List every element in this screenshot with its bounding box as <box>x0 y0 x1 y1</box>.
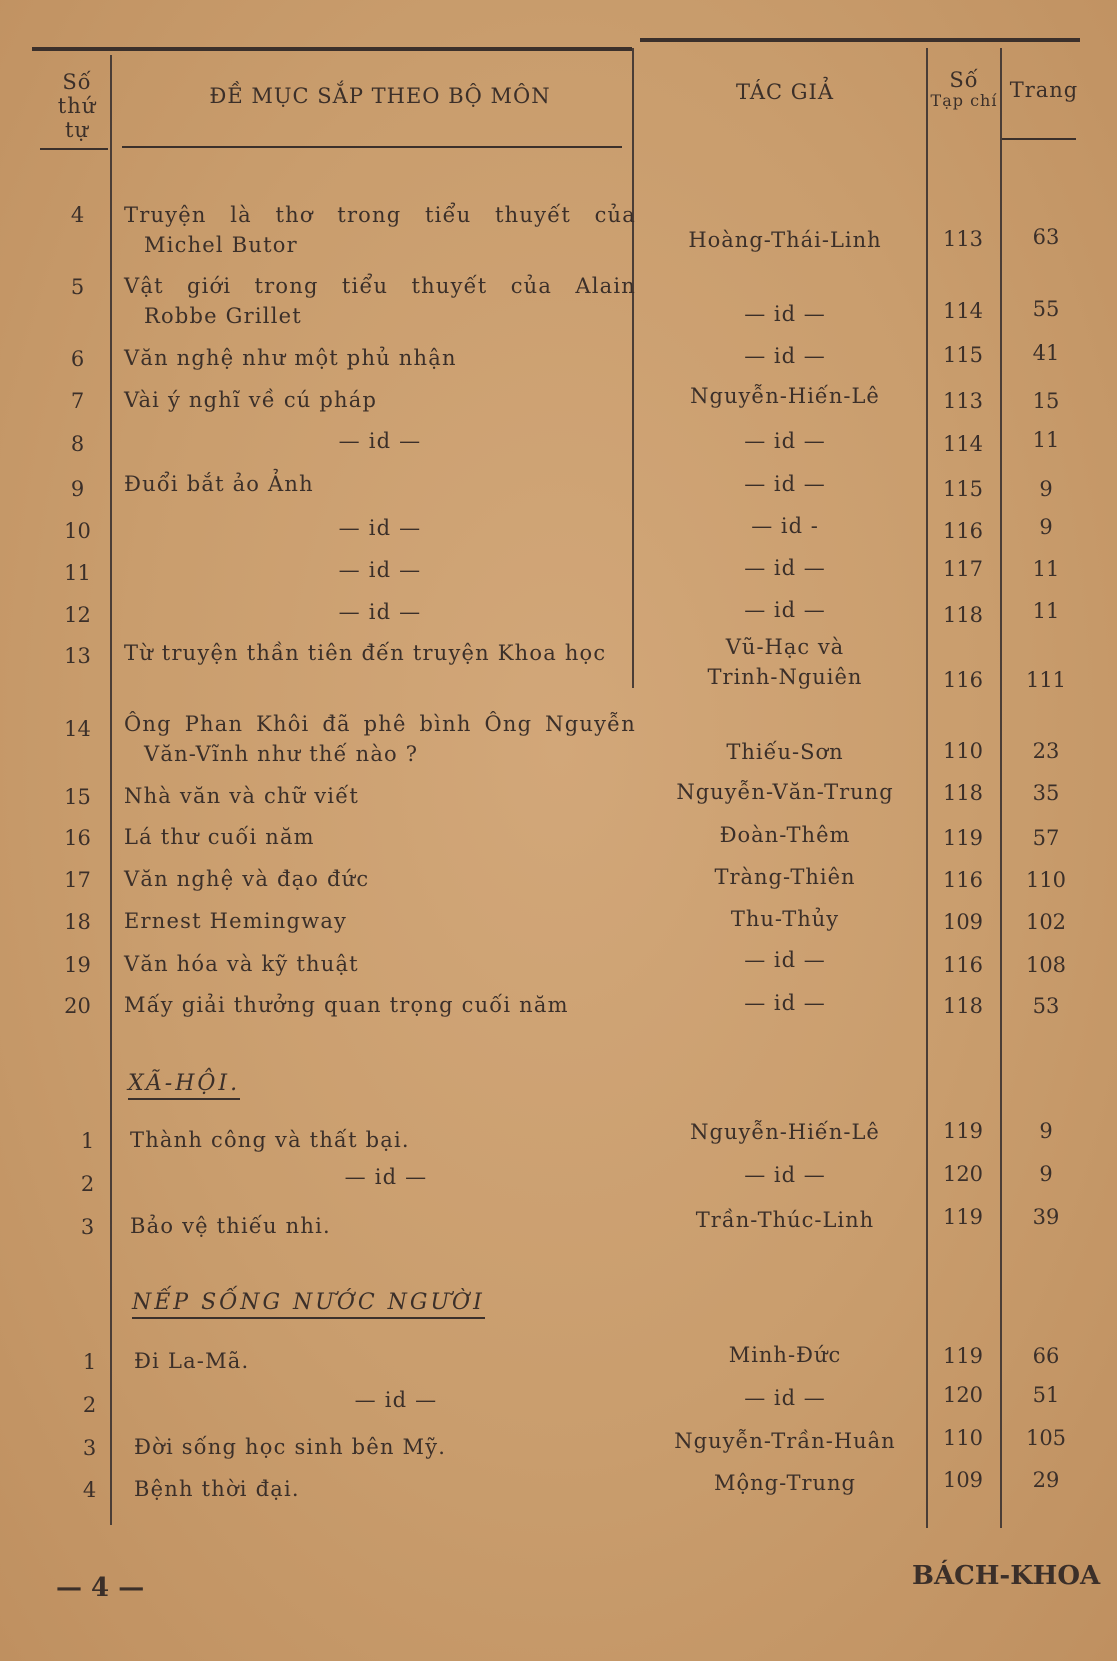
row-title-line1: Vật giới trong tiểu thuyết của Alain <box>124 274 636 298</box>
row-issue: 115 <box>942 477 984 501</box>
row-page: 9 <box>1039 477 1053 501</box>
row-page: 66 <box>1032 1344 1060 1368</box>
footer-page-number: — 4 — <box>56 1573 145 1603</box>
row-number: 4 <box>82 1478 97 1502</box>
row-page: 29 <box>1032 1468 1060 1492</box>
row-number: 20 <box>64 994 91 1018</box>
header-title: ĐỀ MỤC SẮP THEO BỘ MÔN <box>209 84 551 108</box>
row-author: — id — <box>744 556 826 580</box>
row-title: Vài ý nghĩ về cú pháp <box>124 388 378 412</box>
row-title: — id — <box>344 1165 428 1189</box>
row-title: — id — <box>354 1388 438 1412</box>
row-title: Đi La-Mã. <box>134 1349 250 1373</box>
row-author: — id — <box>744 302 826 326</box>
row-page: 39 <box>1032 1205 1060 1229</box>
row-title-line2: Văn-Vĩnh như thế nào ? <box>144 742 419 766</box>
row-issue: 116 <box>942 519 984 543</box>
row-author: Nguyễn-Hiến-Lê <box>690 384 880 408</box>
row-issue: 115 <box>942 343 984 367</box>
column-divider-page <box>1000 48 1002 1528</box>
header-page: Trang <box>1009 78 1079 102</box>
row-number: 1 <box>80 1129 95 1153</box>
row-title: Mấy giải thưởng quan trọng cuối năm <box>124 993 569 1017</box>
row-issue: 110 <box>942 739 984 763</box>
section-heading-xa-hoi: XÃ-HỘI. <box>128 1071 240 1100</box>
row-title: — id — <box>338 429 422 453</box>
row-issue: 120 <box>942 1383 984 1407</box>
row-page: 41 <box>1032 341 1060 365</box>
row-author-line1: Vũ-Hạc và <box>725 635 845 659</box>
row-author: Nguyễn-Trần-Huân <box>674 1429 896 1453</box>
row-issue: 109 <box>942 910 984 934</box>
row-title: Bảo vệ thiếu nhi. <box>130 1214 331 1238</box>
row-number: 19 <box>64 953 91 977</box>
row-title: Văn hóa và kỹ thuật <box>124 952 359 976</box>
row-page: 9 <box>1039 515 1053 539</box>
row-issue: 119 <box>942 1344 984 1368</box>
row-title: Văn nghệ và đạo đức <box>124 867 370 891</box>
row-page: 15 <box>1032 389 1060 413</box>
row-author: — id — <box>744 472 826 496</box>
row-number: 16 <box>64 826 91 850</box>
row-author: Thiếu-Sơn <box>726 740 844 764</box>
row-title: — id — <box>338 600 422 624</box>
header-number <box>44 70 110 142</box>
header-underline-page <box>1002 138 1076 140</box>
row-issue: 116 <box>942 953 984 977</box>
top-rule-left <box>32 47 632 51</box>
row-issue: 118 <box>942 603 984 627</box>
row-number: 12 <box>64 603 91 627</box>
row-title: Lá thư cuối năm <box>124 825 315 849</box>
row-page: 11 <box>1032 599 1060 623</box>
row-page: 11 <box>1032 557 1060 581</box>
row-number: 14 <box>64 717 91 741</box>
row-issue: 116 <box>942 668 984 692</box>
row-author: Trần-Thúc-Linh <box>695 1208 875 1232</box>
row-issue: 119 <box>942 1119 984 1143</box>
row-author: Nguyễn-Hiến-Lê <box>690 1120 880 1144</box>
row-title-line2: Robbe Grillet <box>144 304 302 328</box>
row-page: 108 <box>1025 953 1067 977</box>
row-author: Đoàn-Thêm <box>719 823 851 847</box>
row-issue: 119 <box>942 826 984 850</box>
row-page: 51 <box>1032 1383 1060 1407</box>
row-title <box>124 709 636 769</box>
top-rule-right <box>640 38 1080 42</box>
row-number: 8 <box>70 432 85 456</box>
header-issue-line1: Số <box>949 68 979 92</box>
row-page: 11 <box>1032 428 1060 452</box>
row-author: — id — <box>744 429 826 453</box>
row-author: Mộng-Trung <box>714 1471 856 1495</box>
row-issue: 119 <box>942 1205 984 1229</box>
row-author: Thu-Thủy <box>730 907 840 931</box>
row-title: Thành công và thất bại. <box>130 1128 410 1152</box>
row-title: — id — <box>338 558 422 582</box>
row-number: 18 <box>64 910 91 934</box>
row-author-line2: Trinh-Nguiên <box>707 665 863 689</box>
section-heading-nep-song: NẾP SỐNG NƯỚC NGƯỜI <box>132 1290 485 1319</box>
row-number: 13 <box>64 644 91 668</box>
row-number: 2 <box>80 1172 95 1196</box>
row-number: 2 <box>82 1393 97 1417</box>
row-page: 111 <box>1025 668 1067 692</box>
row-page: 35 <box>1032 781 1060 805</box>
footer-publication: BÁCH-KHOA <box>912 1561 1101 1591</box>
row-title: Văn nghệ như một phủ nhận <box>124 346 457 370</box>
row-issue: 110 <box>942 1426 984 1450</box>
row-title: Từ truyện thần tiên đến truyện Khoa học <box>124 641 607 665</box>
row-author <box>640 632 930 692</box>
row-number: 15 <box>64 785 91 809</box>
row-issue: 113 <box>942 227 984 251</box>
row-author: — id — <box>744 948 826 972</box>
row-number: 17 <box>64 868 91 892</box>
row-author: — id — <box>744 598 826 622</box>
row-number: 5 <box>70 275 85 299</box>
row-issue: 116 <box>942 868 984 892</box>
row-issue: 118 <box>942 994 984 1018</box>
row-issue: 109 <box>942 1468 984 1492</box>
row-author: — id — <box>744 1163 826 1187</box>
header-underline-title <box>122 146 622 148</box>
row-number: 3 <box>82 1436 97 1460</box>
row-page: 9 <box>1039 1119 1053 1143</box>
row-number: 7 <box>70 389 85 413</box>
row-issue: 120 <box>942 1162 984 1186</box>
row-title: Bệnh thời đại. <box>134 1477 300 1501</box>
row-page: 102 <box>1025 910 1067 934</box>
row-page: 55 <box>1032 297 1060 321</box>
row-page: 105 <box>1025 1426 1067 1450</box>
row-author: Minh-Đức <box>728 1343 842 1367</box>
row-issue: 114 <box>942 432 984 456</box>
header-author: TÁC GIẢ <box>735 80 834 104</box>
row-author: Nguyễn-Văn-Trung <box>676 780 894 804</box>
row-page: 53 <box>1032 994 1060 1018</box>
row-title <box>124 200 636 260</box>
row-number: 6 <box>70 347 85 371</box>
row-page: 110 <box>1025 868 1067 892</box>
row-author: — id — <box>744 1386 826 1410</box>
row-number: 9 <box>70 477 85 501</box>
row-title: Ernest Hemingway <box>124 909 348 933</box>
row-title: Đời sống học sinh bên Mỹ. <box>134 1435 447 1459</box>
header-issue <box>926 68 1002 110</box>
row-number: 4 <box>70 203 85 227</box>
row-title <box>124 271 636 331</box>
row-page: 9 <box>1039 1162 1053 1186</box>
row-number: 11 <box>64 561 91 585</box>
header-underline-number <box>40 148 108 150</box>
row-issue: 117 <box>942 557 984 581</box>
row-author: Tràng-Thiên <box>714 865 856 889</box>
row-issue: 114 <box>942 299 984 323</box>
row-issue: 118 <box>942 781 984 805</box>
header-number-line1: Số <box>62 70 92 94</box>
row-author: — id — <box>744 344 826 368</box>
row-author: — id - <box>751 514 819 538</box>
row-number: 10 <box>64 519 91 543</box>
row-page: 23 <box>1032 739 1060 763</box>
row-title: Nhà văn và chữ viết <box>124 784 359 808</box>
row-page: 63 <box>1032 225 1060 249</box>
row-number: 3 <box>80 1215 95 1239</box>
row-title: Đuổi bắt ảo Ảnh <box>124 472 314 496</box>
row-issue: 113 <box>942 389 984 413</box>
row-title-line1: Truyện là thơ trong tiểu thuyết của <box>124 203 636 227</box>
row-title-line2: Michel Butor <box>144 233 298 257</box>
header-number-line2: thứ tự <box>57 94 97 142</box>
row-title: — id — <box>338 516 422 540</box>
row-number: 1 <box>82 1350 97 1374</box>
row-author: Hoàng-Thái-Linh <box>688 228 882 252</box>
row-title-line1: Ông Phan Khôi đã phê bình Ông Nguyễn <box>124 712 636 736</box>
row-author: — id — <box>744 991 826 1015</box>
header-issue-line2: Tạp chí <box>930 91 998 110</box>
row-page: 57 <box>1032 826 1060 850</box>
